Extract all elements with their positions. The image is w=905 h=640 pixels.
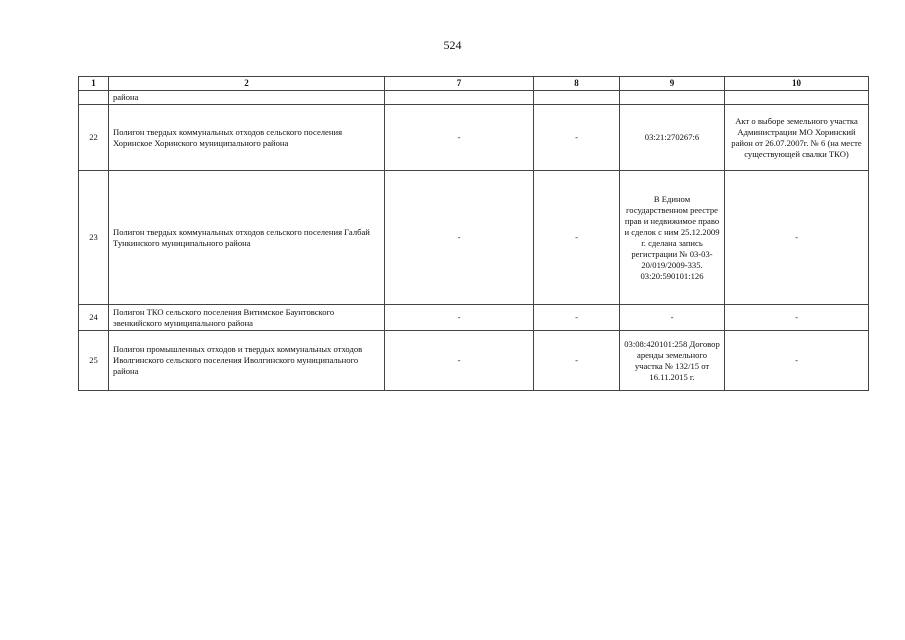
col-10-value: - (725, 331, 869, 391)
col-8-value: - (534, 331, 620, 391)
continuation-row (79, 91, 869, 105)
object-name: Полигон твердых коммунальных отходов сельского поселения Галбай Тункинского муниципального района (109, 171, 385, 305)
col-7-value: - (385, 331, 534, 391)
registry-table (78, 76, 869, 391)
object-name: Полигон ТКО сельского поселения Витимское Баунтовского эвенкийского муниципального района (109, 305, 385, 331)
continuation-empty-7 (385, 91, 534, 105)
continuation-empty-8 (534, 91, 620, 105)
col-7-value: - (385, 105, 534, 171)
table-row (79, 305, 869, 331)
continuation-text: района (109, 91, 385, 105)
row-number: 25 (79, 331, 109, 391)
row-number: 24 (79, 305, 109, 331)
object-name: Полигон твердых коммунальных отходов сельского поселения Хоринское Хоринского муниципального района (109, 105, 385, 171)
continuation-num-cell (79, 91, 109, 105)
header-col-10: 10 (725, 77, 869, 91)
row-number: 22 (79, 105, 109, 171)
header-col-9: 9 (620, 77, 725, 91)
col-10-value: - (725, 171, 869, 305)
header-col-1: 1 (79, 77, 109, 91)
col-9-value: 03:08:420101:258 Договор аренды земельного участка № 132/15 от 16.11.2015 г. (620, 331, 725, 391)
col-10-value: - (725, 305, 869, 331)
header-col-7: 7 (385, 77, 534, 91)
col-8-value: - (534, 171, 620, 305)
page-number: 524 (443, 38, 462, 52)
col-10-value: Акт о выборе земельного участка Администрации МО Хоринский район от 26.07.2007г. № 6 (на месте существующей свалки ТКО) (725, 105, 869, 171)
table-row (79, 171, 869, 305)
object-name: Полигон промышленных отходов и твердых коммунальных отходов Иволгинского сельского поселения Иволгинского муниципального района (109, 331, 385, 391)
col-7-value: - (385, 171, 534, 305)
table-row (79, 105, 869, 171)
continuation-empty-9 (620, 91, 725, 105)
header-col-8: 8 (534, 77, 620, 91)
col-9-value: - (620, 305, 725, 331)
col-9-value: В Едином государственном реестре прав и недвижимое право и сделок с ним 25.12.2009 г. сделана запись регистрации № 03-03-20/019/2009-335. 03:20:590101:126 (620, 171, 725, 305)
continuation-empty-10 (725, 91, 869, 105)
col-7-value: - (385, 305, 534, 331)
table-row (79, 331, 869, 391)
col-8-value: - (534, 105, 620, 171)
col-8-value: - (534, 305, 620, 331)
header-row (79, 77, 869, 91)
header-col-2: 2 (109, 77, 385, 91)
row-number: 23 (79, 171, 109, 305)
col-9-value: 03:21:270267:6 (620, 105, 725, 171)
